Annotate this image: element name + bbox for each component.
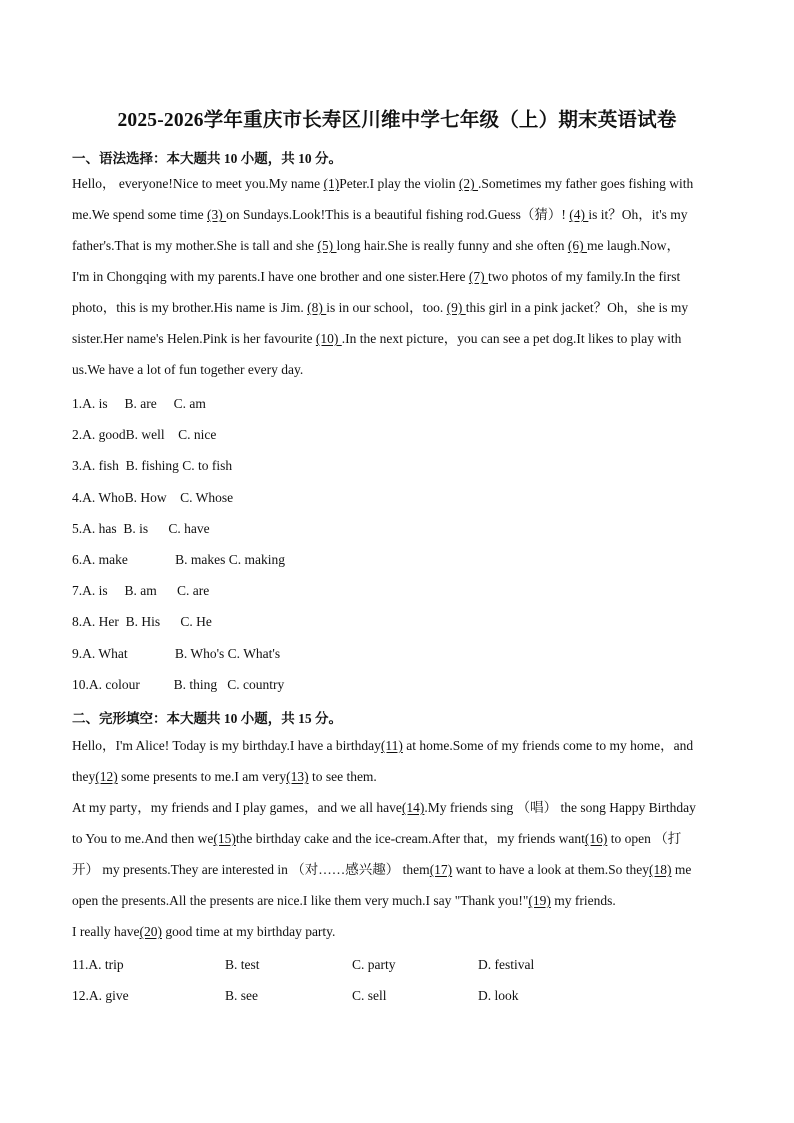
passage-text: this girl in a pink jacket？Oh，she is my	[465, 300, 689, 315]
section2-passage-line	[72, 916, 722, 947]
option-choice: D. look	[478, 988, 519, 1003]
section2-passage-line	[72, 885, 722, 916]
section2-passage-line	[72, 823, 722, 854]
blank-number: (3)	[207, 207, 227, 222]
blank-number: (9)	[446, 300, 466, 315]
question-option-line: 9.A. What B. Who's C. What's	[72, 645, 281, 661]
passage-text: us.We have a lot of fun together every day.	[72, 362, 304, 377]
passage-text: some presents to me.I am very	[117, 769, 287, 784]
passage-text: .My friends sing （唱） the song Happy Birthday	[424, 800, 696, 815]
passage-text: I really have	[72, 924, 140, 939]
option-choice: B. see	[225, 988, 258, 1003]
passage-text: open the presents.All the presents are nice.I like them very much.I say "Thank you!"	[72, 893, 529, 908]
passage-text: at home.Some of my friends come to my home，and	[402, 738, 694, 753]
passage-text: 开） my presents.They are interested in （对……感兴趣） them	[72, 862, 430, 877]
question-option-line: 3.A. fish B. fishing C. to fish	[72, 458, 233, 474]
section1-passage-line	[72, 354, 722, 385]
question-option-line: 2.A. goodB. well C. nice	[72, 427, 217, 443]
passage-text: Hello， everyone!Nice to meet you.My name	[72, 176, 324, 191]
question-option-line: 6.A. make B. makes C. making	[72, 552, 285, 567]
passage-text: on Sundays.Look!This is a beautiful fishing rod.Guess（猜）!	[226, 207, 570, 222]
blank-number: (14)	[401, 800, 425, 815]
passage-text: father's.That is my mother.She is tall and she	[72, 238, 318, 253]
blank-number: (19)	[528, 893, 551, 908]
section2-passage-line	[72, 761, 722, 792]
blank-number: (13)	[286, 769, 309, 784]
passage-text: they	[72, 769, 96, 784]
blank-number: (20)	[139, 924, 162, 939]
question-option-line: 7.A. is B. am C. are	[72, 583, 210, 599]
section2-passage-line	[72, 792, 722, 823]
section1-passage-line	[72, 230, 722, 261]
option-choice: C. sell	[352, 988, 387, 1003]
blank-number: (2)	[458, 176, 479, 191]
section2-passage	[72, 730, 722, 947]
question-option-line: 4.A. WhoB. How C. Whose	[72, 489, 234, 505]
passage-text: .Sometimes my father goes fishing with	[478, 176, 694, 191]
passage-text: Hello，I'm Alice! Today is my birthday.I have a birthday	[72, 738, 381, 753]
blank-number: (16)	[584, 831, 608, 846]
blank-number: (15)	[213, 831, 236, 846]
passage-text: sister.Her name's Helen.Pink is her favourite	[72, 331, 316, 346]
question-option-line: 1.A. is B. are C. am	[72, 396, 206, 411]
blank-number: (18)	[649, 862, 672, 877]
option-choice: 11.A. trip	[72, 957, 124, 972]
blank-number: (17)	[429, 862, 453, 877]
passage-text: At my party，my friends and I play games，and we all have	[72, 800, 402, 815]
section1-passage-line	[72, 199, 722, 230]
section2-passage-line	[72, 854, 722, 885]
exam-title: 2025-2026学年重庆市长寿区川维中学七年级（上）期末英语试卷	[117, 110, 677, 131]
passage-text: to open （打	[607, 831, 682, 846]
option-choice: C. party	[352, 957, 396, 972]
passage-text: Peter.I play the violin	[339, 176, 459, 191]
passage-text: want to have a look at them.So they	[452, 862, 650, 877]
blank-number: (6)	[567, 238, 587, 253]
passage-text: good time at my birthday party.	[161, 924, 336, 939]
passage-text: to see them.	[308, 769, 377, 784]
passage-text: .In the next picture，you can see a pet dog.It likes to play with	[341, 331, 682, 346]
passage-text: me laugh.Now，	[586, 238, 680, 253]
question-option-line: 5.A. has B. is C. have	[72, 520, 210, 536]
blank-number: (4)	[569, 207, 589, 222]
section1-passage-line	[72, 323, 722, 354]
blank-number: (12)	[95, 769, 118, 784]
passage-text: the birthday cake and the ice-cream.After that，my friends want	[235, 831, 585, 846]
section1-passage-line	[72, 261, 722, 292]
passage-text: to You to me.And then we	[72, 831, 214, 846]
option-choice: B. test	[225, 957, 260, 972]
section1-passage-line	[72, 292, 722, 323]
passage-text: my friends.	[550, 893, 616, 908]
blank-number: (5)	[317, 238, 337, 253]
blank-number: (1)	[323, 176, 340, 191]
passage-text: photo，this is my brother.His name is Jim.	[72, 300, 308, 315]
option-choice: D. festival	[478, 957, 535, 972]
question-option-line: 10.A. colour B. thing C. country	[72, 676, 285, 692]
blank-number: (10)	[315, 331, 342, 346]
blank-number: (7)	[468, 269, 488, 284]
option-choice: 12.A. give	[72, 988, 129, 1003]
passage-text: two photos of my family.In the first	[487, 269, 681, 284]
section1-passage-line	[72, 168, 722, 199]
passage-text: is in our school，too.	[326, 300, 447, 315]
blank-number: (8)	[307, 300, 327, 315]
passage-text: is it？Oh，it's my	[588, 207, 688, 222]
passage-text: me.We spend some time	[72, 207, 208, 222]
passage-text: me	[671, 862, 692, 877]
passage-text: long hair.She is really funny and she often	[336, 238, 568, 253]
question-option-line: 8.A. Her B. His C. He	[72, 614, 212, 630]
blank-number: (11)	[380, 738, 403, 753]
section2-heading: 二、完形填空：本大题共 10 小题，共 15 分。	[72, 711, 342, 726]
section1-heading: 一、语法选择：本大题共 10 小题，共 10 分。	[72, 151, 342, 166]
section1-passage	[72, 168, 722, 385]
passage-text: I'm in Chongqing with my parents.I have one brother and one sister.Here	[72, 269, 469, 284]
section2-passage-line	[72, 730, 722, 761]
